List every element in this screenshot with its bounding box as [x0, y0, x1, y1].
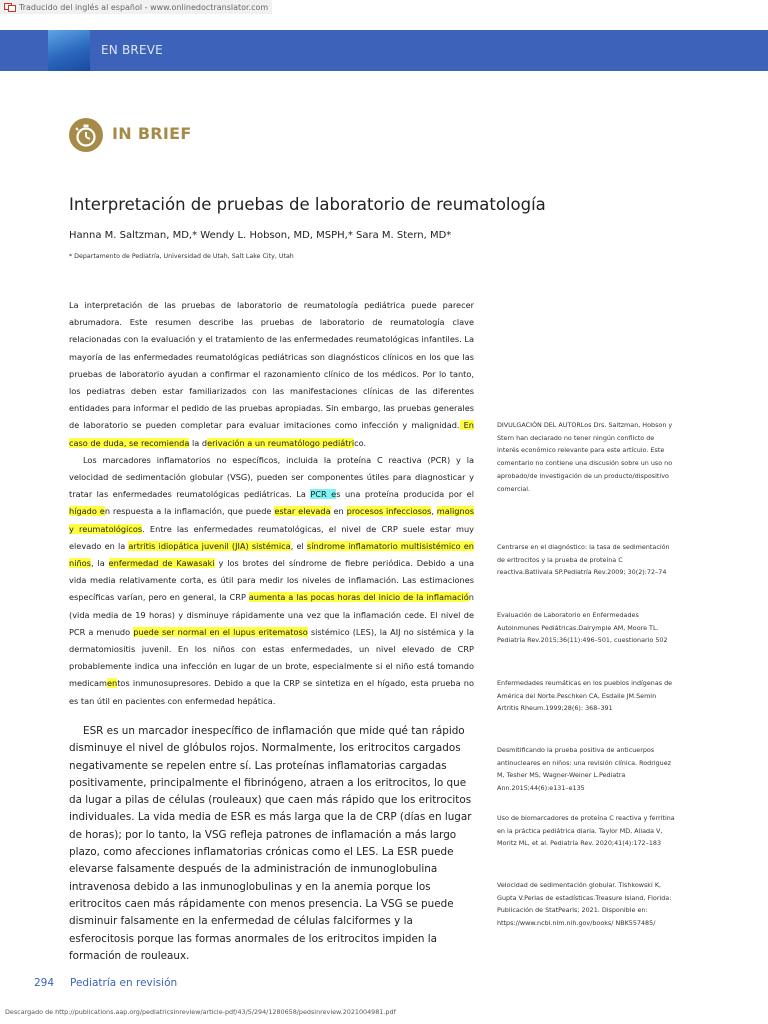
- author-affiliation: * Departamento de Pediatría, Universidad de Utah, Salt Lake City, Utah: [69, 253, 294, 260]
- article-title: Interpretación de pruebas de laboratorio de reumatología: [69, 195, 546, 214]
- stopwatch-icon: [69, 118, 103, 152]
- author-disclosure: DIVULGACIÓN DEL AUTORLos Drs. Saltzman, Hobson y Stern han declarado no tener ningún conflicto de interés económico relevante para este artículo. Este comentario no contiene una discusión sobre un uso no aprobado/de investigación de un producto/dispositivo comercial.: [497, 421, 673, 493]
- highlight: aumenta a las pocas horas del inicio de la inflamació: [248, 592, 469, 603]
- translate-icon: [4, 3, 16, 12]
- in-brief-label: IN BRIEF: [112, 124, 192, 143]
- header-accent-square: [48, 30, 90, 71]
- highlight: malignos y reumatológicos: [69, 506, 474, 534]
- translator-text: Traducido del inglés al español - www.onlinedoctranslator.com: [19, 2, 269, 12]
- body-paragraph-1: La interpretación de las pruebas de laboratorio de reumatología pediátrica puede parecer abrumadora. Este resumen describe las pruebas de laboratorio de reumatología clave relacionadas con la evaluación y el tratamiento de las enfermedades reumatológicas infantiles. La mayoría de las enfermedades reumatológicas pediátricas son diagnósticos clínicos en los que las pruebas de laboratorio ayudan a confirmar el razonamiento clínico de los médicos. Por lo tanto, los pediatras deben estar familiarizados con las manifestaciones clínicas de las diferentes entidades para informar el pedido de las pruebas apropiadas. Sin embargo, las pruebas generales de laboratorio se pueden completar para evaluar imitaciones como infección y malignidad. En caso de duda, se recomienda la derivación a un reumatólogo pediátrico.: [69, 300, 475, 448]
- highlight: hígado e: [69, 506, 105, 517]
- highlight: En caso de duda, se recomienda: [69, 420, 475, 448]
- highlight: estar elevada: [274, 506, 331, 517]
- body-paragraph-2: Los marcadores inflamatorios no específicos, incluida la proteína C reactiva (PCR) y la velocidad de sedimentación globular (VSG), pueden ser componentes útiles para diagnosticar y tratar las enfermedades reumatológicas pediátricas. La PCR es una proteína producida por el hígado en respuesta a la inflamación, que puede estar elevada en procesos infecciosos, malignos y reumatológicos. Entre las enfermedades reumatológicas, el nivel de CRP suele estar muy elevado en la artritis idiopática juvenil (JIA) sistémica, el síndrome inflamatorio multisistémico en niños, la enfermedad de Kawasaki y los brotes del síndrome de fiebre periódica. Debido a una vida media relativamente corta, es útil para medir los niveles de inflamación. Las estimaciones específicas varían, pero en general, la CRP aumenta a las pocas horas del inicio de la inflamación (vida media de 19 horas) y disminuye rápidamente una vez que la inflamación cede. El nivel de PCR a menudo puede ser normal en el lupus eritematoso sistémico (LES), la AIJ no sistémica y la dermatomiositis juvenil. En los niños con estas enfermedades, un nivel elevado de CRP probablemente indica una infección en lugar de un brote, especialmente si el niño está tomando medicamentos inmunosupresores. Debido a que la CRP se sintetiza en el hígado, esta prueba no es tan útil en pacientes con enfermedad hepática.: [69, 454, 475, 706]
- reference-item: Centrarse en el diagnóstico: la tasa de sedimentación de eritrocitos y la prueba de proteína C reactiva.Batlivala SP.Pediatría Rev.2009; 30(2):72–74: [497, 543, 670, 577]
- highlight: en: [106, 678, 118, 689]
- highlight: procesos infecciosos: [346, 506, 432, 517]
- highlight: síndrome inflamatorio m: [306, 540, 409, 551]
- highlight-cyan: PCR e: [310, 489, 337, 500]
- highlight: ultisistémico en niños: [69, 540, 474, 569]
- reference-item: Desmitificando la prueba positiva de anticuerpos antinucleares en niños: una revisión clínica. Rodriguez M, Tesher MS, Wagner-Weiner L.Pediatra Ann.2015;44(6):e131–e135: [497, 746, 671, 793]
- translator-banner[interactable]: [0, 0, 272, 14]
- highlight: puede ser normal en el lupus eritematoso: [133, 626, 308, 637]
- article-body: [69, 297, 474, 710]
- highlight: enfermedad de Kawasaki: [108, 558, 215, 569]
- highlight: erivación a un reumatólogo pediátri: [207, 437, 355, 448]
- reference-item: Velocidad de sedimentación globular. Tishkowski K, Gupta V.Perlas de estadísticas.Treasure Island, Florida: Publicación de StatPearls; 2021. Disponible en: https://www.ncbi.nlm.nih.gov/books/ NBK557485/: [497, 881, 672, 928]
- body-paragraph-3: ESR es un marcador inespecífico de inflamación que mide qué tan rápido disminuye el nivel de glóbulos rojos. Normalmente, los eritrocitos cargados negativamente se repelen entre sí. Las proteínas inflamatorias cargadas positivamente, principalmente el fibrinógeno, atraen a los eritrocitos, lo que da lugar a pilas de células (rouleaux) que caen más rápido que los eritrocitos individuales. La vida media de ESR es más larga que la de CRP (días en lugar de horas); por lo tanto, la VSG refleja patrones de inflamación a más largo plazo, como afecciones inflamatorias crónicas como el LES. La ESR puede elevarse falsamente después de la administración de inmunoglobulina intravenosa debido a las inmunoglobulinas y en la anemia porque los eritrocitos caen más rápidamente con menos presencia. La VSG se puede disminuir falsamente en la enfermedad de células falciformes y la esferocitosis porque las formas anormales de los eritrocitos impiden la formación de rouleaux.: [69, 725, 472, 962]
- journal-name: Pediatría en revisión: [70, 977, 178, 989]
- article-authors: Hanna M. Saltzman, MD,* Wendy L. Hobson, MD, MSPH,* Sara M. Stern, MD*: [69, 230, 452, 241]
- download-source-link[interactable]: Descargado de http://publications.aap.org/pediatricsinreview/article-pdf/43/5/294/1280658/pedsinreview.2021004981.pdf: [5, 1008, 396, 1016]
- reference-item: Enfermedades reumáticas en los pueblos indígenas de América del Norte.Peschken CA, Esdaile JM.Semin Artritis Rheum.1999;28(6): 368–391: [497, 679, 673, 713]
- section-header-band: [0, 30, 768, 71]
- page-number: 294: [34, 977, 55, 989]
- reference-item: Uso de biomarcadores de proteína C reactiva y ferritina en la práctica pediátrica diaria. Taylor MD, Allada V, Moritz ML, et al. Pediatría Rev. 2020;41(4):172–183: [497, 814, 675, 848]
- reference-item: Evaluación de Laboratorio en Enfermedades Autoinmunes Pediátricas.Dalrymple AM, Moore TL. Pediatría Rev.2015;36(11):496–501, cuestionario 502: [497, 611, 668, 645]
- section-label: EN BREVE: [101, 43, 163, 57]
- highlight: artritis idiopática juvenil (JIA) sistémica: [128, 540, 291, 551]
- article-body-continued: [69, 723, 474, 965]
